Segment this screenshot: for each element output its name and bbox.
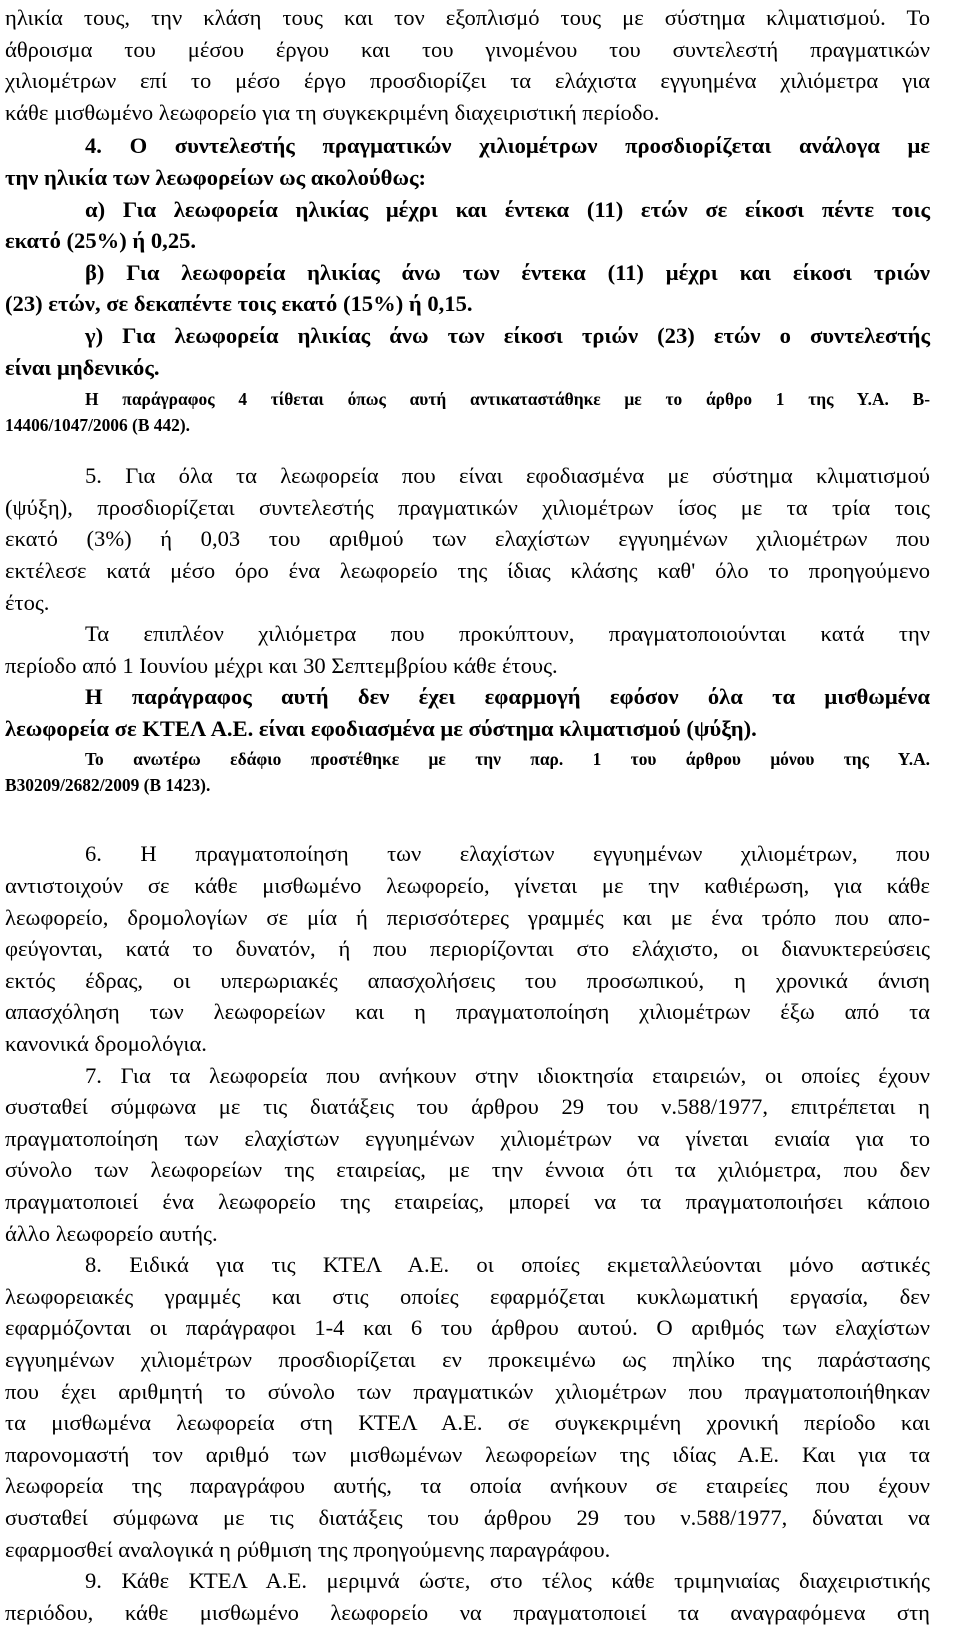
text-line: εκτέλεσε κατά μέσο όρο ένα λεωφορείο της ίδιας κλάσης καθ' όλο το προηγούμενο <box>5 557 930 583</box>
text-line: λεωφορεία της παραγράφου αυτής, τα οποία ανήκουν σε εταιρείες που έχουν <box>5 1473 930 1499</box>
text-line: λεωφορειακές γραμμές και στις οποίες εφαρμόζεται κυκλωματική εργασία, δεν <box>5 1283 930 1309</box>
text-line: εκτός έδρας, οι υπερωριακές απασχολήσεις του προσωπικού, η χρονικά άνιση <box>5 967 930 993</box>
text-line: ηλικία τους, την κλάση τους και τον εξοπλισμό τους με σύστημα κλιματισμού. Το <box>5 5 930 30</box>
text-line: 4. Ο συντελεστής πραγματικών χιλιομέτρων προσδιορίζεται ανάλογα με <box>85 133 930 159</box>
text-line: σύνολο των λεωφορείων της εταιρείας, με την έννοια ότι τα χιλιόμετρα, που δεν <box>5 1157 930 1183</box>
text-line: εκατό (3%) ή 0,03 του αριθμού των ελαχίστων εγγυημένων χιλιομέτρων που <box>5 526 930 552</box>
paragraph-4 <box>5 130 930 383</box>
text-line: αντιστοιχούν σε κάθε μισθωμένο λεωφορείο, γίνεται με την καθιέρωση, για κάθε <box>5 873 930 899</box>
paragraph-7 <box>5 1060 930 1250</box>
text-line: άθροισμα του μέσου έργου και του γινομένου του συντελεστή πραγματικών <box>5 36 930 62</box>
text-line: Η παράγραφος αυτή δεν έχει εφαρμογή εφόσον όλα τα μισθωμένα <box>85 684 930 710</box>
text-line: λεωφορείο, δρομολογίων σε μία ή περισσότερες γραμμές και με ένα τρόπο που απο- <box>5 904 930 930</box>
text-line: 5. Για όλα τα λεωφορεία που είναι εφοδιασμένα με σύστημα κλιματισμού <box>85 463 930 489</box>
note-line: Β30209/2682/2009 (Β 1423). <box>5 775 211 796</box>
text-line: έτος. <box>5 589 50 615</box>
text-line: απασχόληση των λεωφορείων και η πραγματοποίηση χιλιομέτρων έξω από τα <box>5 999 930 1025</box>
text-line: περίοδο από 1 Ιουνίου μέχρι και 30 Σεπτεμβρίου κάθε έτους. <box>5 652 558 678</box>
text-line: άλλο λεωφορείο αυτής. <box>5 1220 218 1246</box>
text-line: λεωφορεία σε ΚΤΕΛ Α.Ε. είναι εφοδιασμένα με σύστημα κλιματισμού (ψύξη). <box>5 715 757 741</box>
text-line: 7. Για τα λεωφορεία που ανήκουν στην ιδιοκτησία εταιρειών, οι οποίες έχουν <box>85 1062 930 1088</box>
text-line: γ) Για λεωφορεία ηλικίας άνω των είκοσι τριών (23) ετών ο συντελεστής <box>85 322 930 348</box>
text-line: πραγματοποιεί ένα λεωφορείο της εταιρείας, μπορεί να τα πραγματοποιήσει κάποιο <box>5 1189 930 1214</box>
text-line: εφαρμοσθεί αναλογικά η ρύθμιση της προηγούμενης παραγράφου. <box>5 1536 611 1562</box>
text-line: την ηλικία των λεωφορείων ως ακολούθως: <box>5 164 427 190</box>
paragraph-6 <box>5 838 930 1059</box>
text-line: είναι μηδενικός. <box>5 354 160 380</box>
note-line: Η παράγραφος 4 τίθεται όπως αυτή αντικαταστάθηκε με το άρθρο 1 της Υ.Α. Β- <box>85 389 930 410</box>
text-line: παρονομαστή τον αριθμό των μισθωμένων λεωφορείων της ιδίας Α.Ε. Και για τα <box>5 1441 930 1467</box>
text-line: κανονικά δρομολόγια. <box>5 1031 207 1057</box>
text-line: εκατό (25%) ή 0,25. <box>5 228 197 254</box>
text-line: περιόδου, κάθε μισθωμένο λεωφορείο να πραγματοποιεί τα αναγραφόμενα στη <box>5 1599 930 1625</box>
text-line: (23) ετών, σε δεκαπέντε τοις εκατό (15%) ή 0,15. <box>5 291 473 317</box>
text-line: πραγματοποίηση των ελαχίστων εγγυημένων χιλιομέτρων να γίνεται ενιαία για το <box>5 1125 930 1151</box>
text-line: α) Για λεωφορεία ηλικίας μέχρι και έντεκα (11) ετών σε είκοσι πέντε τοις <box>85 196 930 222</box>
paragraph-9 <box>5 1565 930 1628</box>
text-line: κάθε μισθωμένο λεωφορείο για τη συγκεκριμένη διαχειριστική περίοδο. <box>5 99 660 125</box>
paragraph-5 <box>5 460 930 681</box>
amendment-note-4 <box>5 386 930 438</box>
paragraph-3-continuation <box>5 2 930 128</box>
text-line: που έχει αριθμητή το σύνολο των πραγματικών χιλιομέτρων που πραγματοποιήθηκαν <box>5 1378 930 1404</box>
text-line: συσταθεί σύμφωνα με τις διατάξεις του άρθρου 29 του ν.588/1977, δύναται να <box>5 1504 930 1530</box>
text-line: β) Για λεωφορεία ηλικίας άνω των έντεκα (11) μέχρι και είκοσι τριών <box>85 259 930 285</box>
text-line: 9. Κάθε ΚΤΕΛ Α.Ε. μεριμνά ώστε, στο τέλος κάθε τριμηνιαίας διαχειριστικής <box>85 1568 930 1594</box>
note-line: 14406/1047/2006 (Β 442). <box>5 415 191 436</box>
text-line: 8. Ειδικά για τις ΚΤΕΛ Α.Ε. οι οποίες εκμεταλλεύονται μόνο αστικές <box>85 1252 930 1278</box>
text-line: 6. Η πραγματοποίηση των ελαχίστων εγγυημένων χιλιομέτρων, που <box>85 841 930 867</box>
text-line: συσταθεί σύμφωνα με τις διατάξεις του άρθρου 29 του ν.588/1977, επιτρέπεται η <box>5 1094 930 1120</box>
paragraph-5-exception <box>5 681 930 744</box>
text-line: φεύγονται, κατά το δυνατόν, ή που περιορίζονται στο ελάχιστο, οι διανυκτερεύσεις <box>5 936 930 962</box>
text-line: Τα επιπλέον χιλιόμετρα που προκύπτουν, πραγματοποιούνται κατά την <box>85 621 930 647</box>
text-line: (ψύξη), προσδιορίζεται συντελεστής πραγματικών χιλιομέτρων ίσος με τα τρία τοις <box>5 494 930 520</box>
text-line: χιλιομέτρων επί το μέσο έργο προσδιορίζει τα ελάχιστα εγγυημένα χιλιόμετρα για <box>5 68 930 94</box>
amendment-note-5 <box>5 746 930 798</box>
document-page <box>5 2 930 1628</box>
text-line: εγγυημένων χιλιομέτρων προσδιορίζεται εν προκειμένω ως πηλίκο της παράστασης <box>5 1346 930 1372</box>
paragraph-8 <box>5 1249 930 1565</box>
note-line: Το ανωτέρω εδάφιο προστέθηκε με την παρ. 1 του άρθρου μόνου της Υ.Α. <box>85 749 930 770</box>
text-line: εφαρμόζονται οι παράγραφοι 1-4 και 6 του άρθρου αυτού. Ο αριθμός των ελαχίστων <box>5 1315 930 1341</box>
text-line: τα μισθωμένα λεωφορεία στη ΚΤΕΛ Α.Ε. σε συγκεκριμένη χρονική περίοδο και <box>5 1410 930 1436</box>
